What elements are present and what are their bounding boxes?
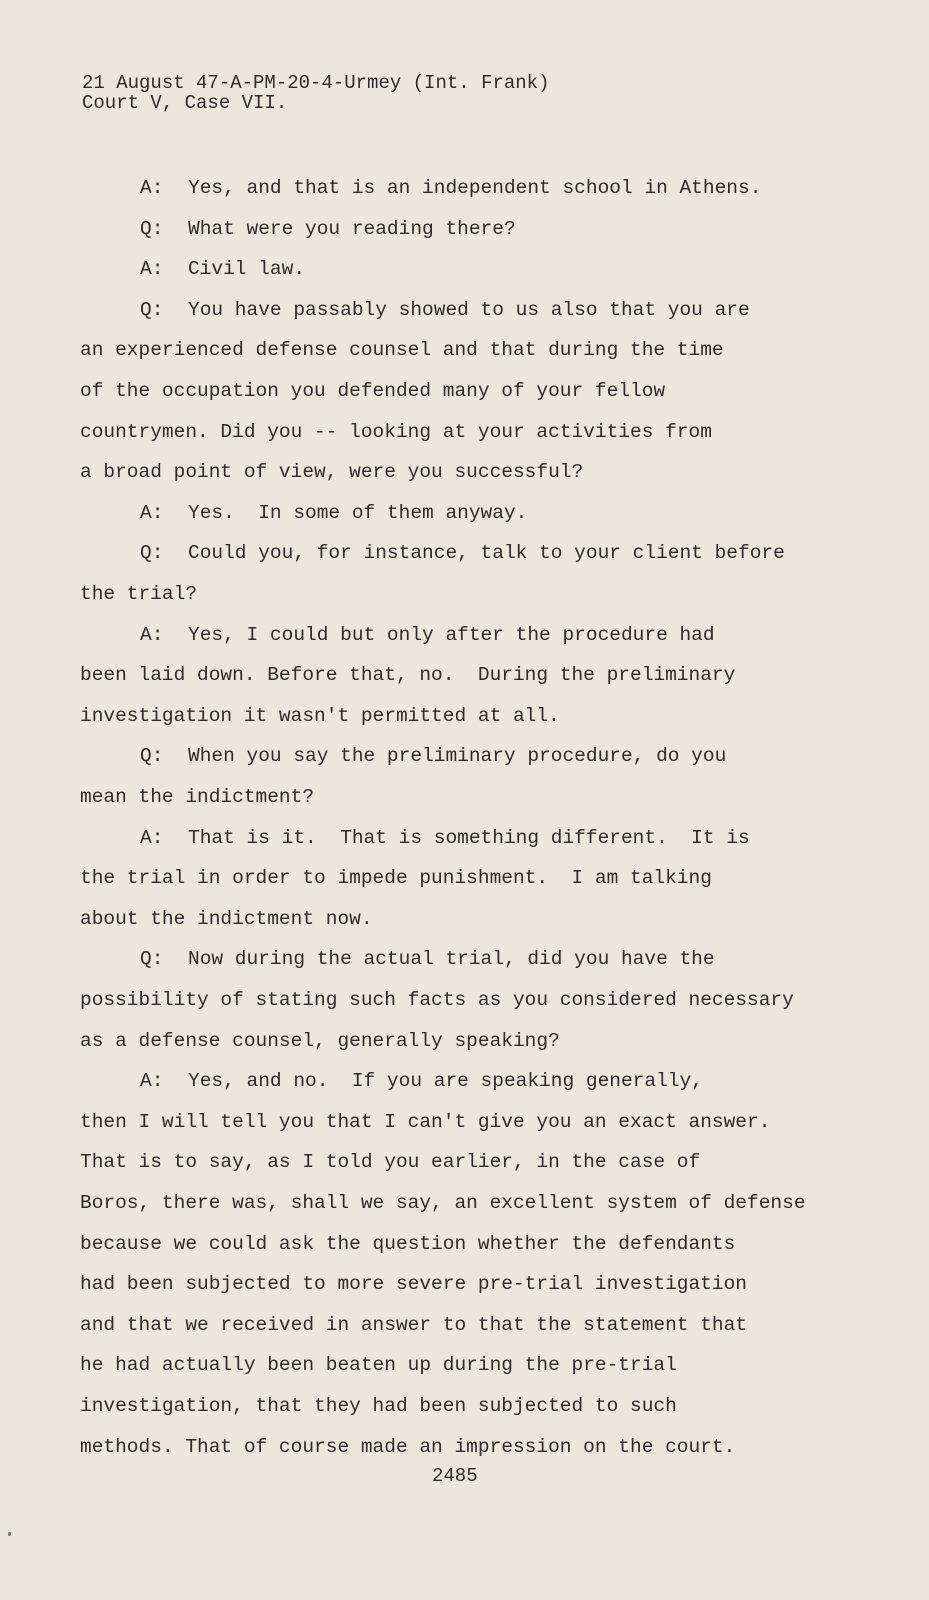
speaker-label: Q: <box>140 542 164 565</box>
speaker-label: A: <box>140 177 164 199</box>
transcript-line: methods. That of course made an impression on the court. <box>80 1435 736 1458</box>
speaker-label: A: <box>140 258 164 281</box>
transcript-line: the trial? <box>80 583 198 605</box>
transcript-line: Boros, there was, shall we say, an excellent system of defense <box>80 1192 806 1214</box>
transcript-line: had been subjected to more severe pre-trial investigation <box>80 1273 748 1296</box>
transcript-line: That is it. That is something different. It is <box>188 826 750 849</box>
transcript-line: because we could ask the question whether the defendants <box>80 1232 736 1255</box>
speaker-label: Q: <box>140 745 164 768</box>
transcript-line: investigation it wasn't permitted at all. <box>80 704 560 727</box>
transcript-line: Could you, for instance, talk to your client before <box>188 542 785 565</box>
header-line-2: Court V, Case VII. <box>82 92 288 114</box>
transcript-line: When you say the preliminary procedure, do you <box>188 745 727 768</box>
speaker-label: Q: <box>140 948 164 971</box>
transcript-line: he had actually been beaten up during the pre-trial <box>80 1354 677 1377</box>
transcript-line: and that we received in answer to that the statement that <box>80 1313 748 1336</box>
transcript-line: Yes. In some of them anyway. <box>188 501 528 524</box>
speaker-label: A: <box>140 501 164 524</box>
transcript-line: investigation, that they had been subjected to such <box>80 1395 677 1417</box>
transcript-line: a broad point of view, were you successful? <box>80 461 584 484</box>
speaker-label: A: <box>140 623 164 646</box>
transcript-line: Now during the actual trial, did you have the <box>188 948 715 971</box>
transcript-line: then I will tell you that I can't give you an exact answer. <box>80 1110 771 1133</box>
transcript-line: of the occupation you defended many of your fellow <box>80 380 666 402</box>
transcript-line: been laid down. Before that, no. During the preliminary <box>80 664 736 687</box>
speaker-label: A: <box>140 1070 164 1093</box>
transcript-line: possibility of stating such facts as you considered necessary <box>80 989 794 1011</box>
header-line-1: 21 August 47-A-PM-20-4-Urmey (Int. Frank) <box>82 72 550 94</box>
transcript-line: about the indictment now. <box>80 907 373 930</box>
transcript-line: That is to say, as I told you earlier, in the case of <box>80 1151 701 1174</box>
transcript-line: Yes, and that is an independent school in Athens. <box>188 177 762 199</box>
speaker-label: Q: <box>140 217 164 240</box>
transcript-line: an experienced defense counsel and that during the time <box>80 339 724 362</box>
transcript-line: as a defense counsel, generally speaking? <box>80 1029 560 1052</box>
transcript-line: You have passably showed to us also that you are <box>188 298 750 321</box>
transcript-line: Yes, and no. If you are speaking generally, <box>188 1070 703 1093</box>
transcript-line: What were you reading there? <box>188 217 516 240</box>
transcript-line: Yes, I could but only after the procedure had <box>188 623 715 646</box>
speaker-label: A: <box>140 826 164 849</box>
page-number: 2485 <box>432 1465 478 1487</box>
transcript-line: countrymen. Did you -- looking at your activities from <box>80 420 712 443</box>
paper-speck <box>8 1532 11 1536</box>
transcript-line: the trial in order to impede punishment. I am talking <box>80 867 712 890</box>
speaker-label: Q: <box>140 298 164 321</box>
transcript-line: mean the indictment? <box>80 786 315 808</box>
transcript-line: Civil law. <box>188 258 306 281</box>
